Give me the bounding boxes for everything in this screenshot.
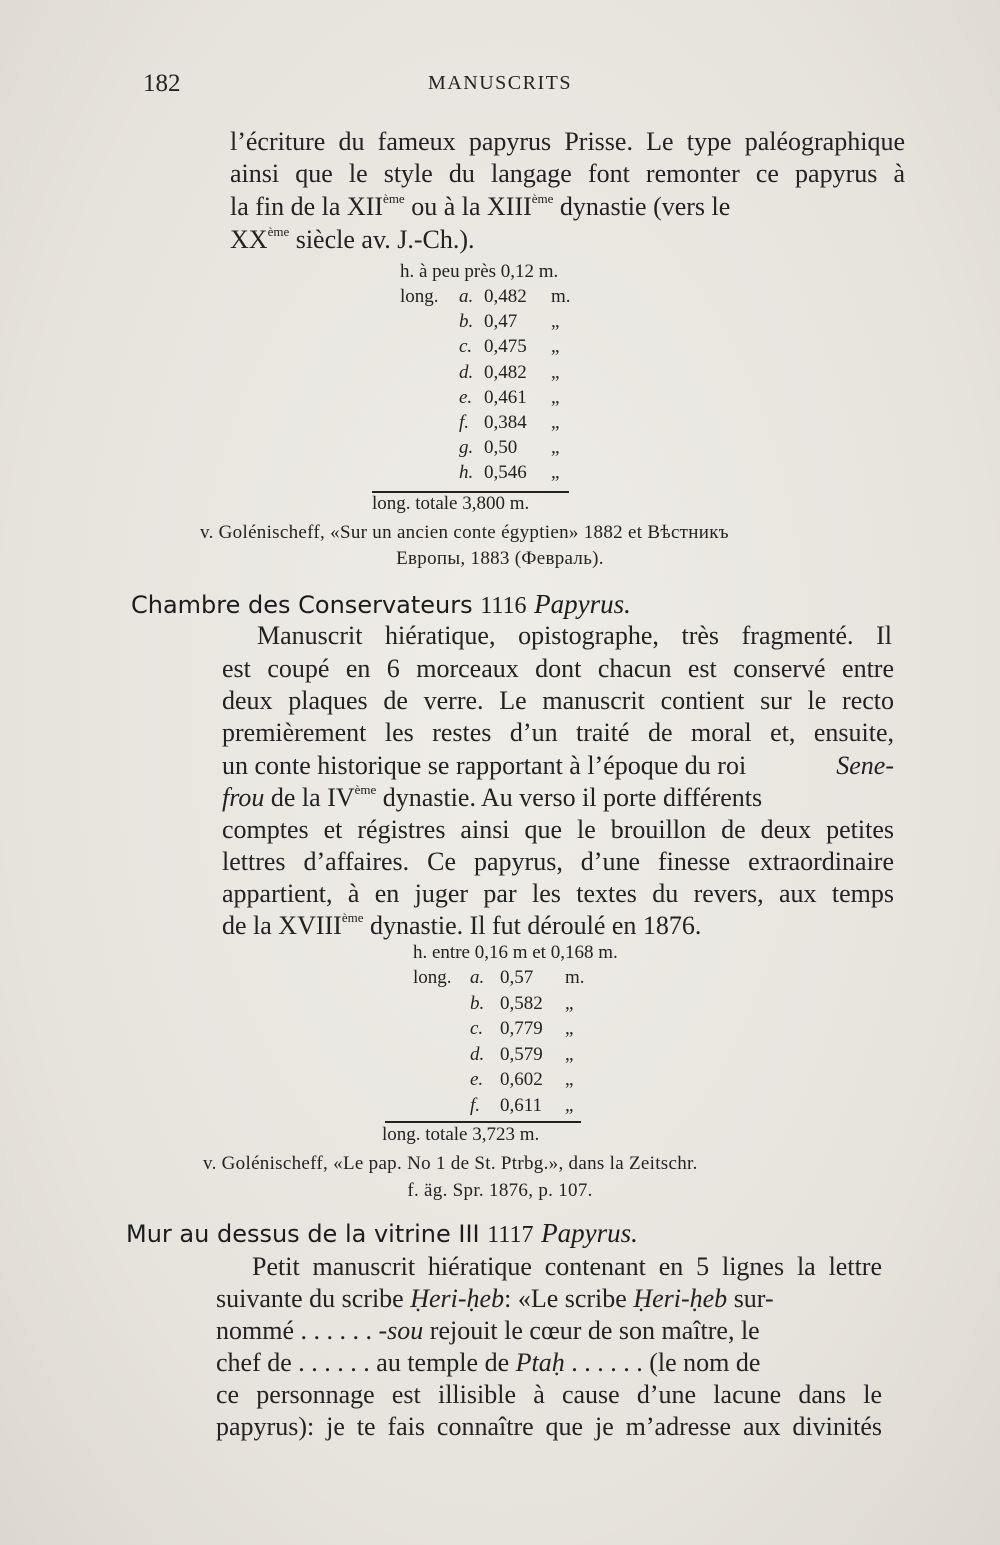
section-1-line-2: est coupé en 6 morceaux dont chacun est conservé entre xyxy=(222,654,894,683)
measure-letter: f. xyxy=(459,412,470,433)
measure-unit: m. xyxy=(565,967,585,988)
measure-letter: c. xyxy=(459,336,473,358)
section-1-line-9: appartient, à en juger par les textes du revers, aux temps xyxy=(222,879,894,908)
section-2-line-1: Petit manuscrit hiératique contenant en 5 lignes la lettre xyxy=(252,1252,882,1281)
measure-unit: „ xyxy=(551,386,560,408)
section-1-line-7: comptes et régistres ainsi que le brouillon de deux petites xyxy=(222,815,894,844)
measure-unit: „ xyxy=(551,462,560,484)
measure-value: 0,384 xyxy=(484,412,527,433)
measure-letter: e. xyxy=(470,1069,484,1091)
section-1-heading xyxy=(131,589,631,621)
measure-unit: „ xyxy=(551,361,560,383)
section-1-line-6: frou de la IVème dynastie. Au verso il porte différents xyxy=(222,782,763,812)
measure-unit: „ xyxy=(551,336,560,358)
measure-unit: „ xyxy=(565,1069,574,1091)
section-2-place: Mur au dessus de la vitrine III xyxy=(126,1220,480,1248)
measure-letter: h. xyxy=(459,462,474,484)
measure-letter: d. xyxy=(470,1043,485,1065)
measures-2-height: h. entre 0,16 m et 0,168 m. xyxy=(413,942,618,963)
measure-value: 0,50 xyxy=(484,437,518,459)
measure-value: 0,482 xyxy=(484,286,527,307)
section-2-line-5: ce personnage est illisible à cause d’une lacune dans le xyxy=(216,1380,882,1409)
measure-value: 0,582 xyxy=(500,992,543,1014)
measure-letter: b. xyxy=(470,992,485,1014)
measure-unit: „ xyxy=(551,311,560,333)
running-header xyxy=(0,70,1000,100)
measures-2-total: long. totale 3,723 m. xyxy=(382,1124,540,1145)
section-1-line-5: un conte historique se rapportant à l’époque du roi Sene- xyxy=(222,751,894,780)
measure-letter: d. xyxy=(459,361,474,383)
page-number: 182 xyxy=(143,70,181,97)
measure-unit: „ xyxy=(565,1095,574,1116)
section-2-heading xyxy=(126,1218,638,1250)
measure-value: 0,579 xyxy=(500,1043,543,1065)
measure-unit: „ xyxy=(551,412,560,433)
measures-1-height: h. à peu près 0,12 m. xyxy=(400,261,559,282)
measure-value: 0,47 xyxy=(484,311,518,333)
measure-value: 0,57 xyxy=(500,967,534,988)
measures-2-long-label: long. xyxy=(413,967,452,988)
measures-1-total: long. totale 3,800 m. xyxy=(372,493,530,514)
section-1-line-8: lettres d’affaires. Ce papyrus, d’une finesse extraordinaire xyxy=(222,847,894,876)
measure-letter: g. xyxy=(459,437,474,459)
measure-letter: a. xyxy=(470,967,485,988)
measure-letter: e. xyxy=(459,386,473,408)
measure-value: 0,611 xyxy=(500,1095,543,1116)
section-2-line-3: nommé . . . . . . -sou rejouit le cœur de son maître, le xyxy=(216,1316,760,1345)
measure-unit: „ xyxy=(565,1018,574,1040)
measures-1-long-label: long. xyxy=(400,286,439,307)
measure-value: 0,475 xyxy=(484,336,527,358)
reference-2-line-1: v. Golénischeff, «Le pap. No 1 de St. Ptrbg.», dans la Zeitschr. xyxy=(203,1153,698,1174)
running-title: MANUSCRITS xyxy=(428,72,572,94)
section-2-line-2: suivante du scribe Ḥeri-ḥeb: «Le scribe Ḥeri-ḥeb sur- xyxy=(216,1284,774,1313)
section-1-line-4: premièrement les restes d’un traité de moral et, ensuite, xyxy=(222,718,894,747)
section-1-number: 1116 xyxy=(480,593,527,619)
intro-line-2: ainsi que le style du langage font remonter ce papyrus à xyxy=(230,159,905,188)
measure-letter: a. xyxy=(459,286,474,307)
measure-letter: f. xyxy=(470,1095,481,1116)
measure-unit: „ xyxy=(565,1043,574,1065)
section-2-type: Papyrus. xyxy=(541,1218,638,1248)
section-1-line-3: deux plaques de verre. Le manuscrit contient sur le recto xyxy=(222,686,894,715)
measure-value: 0,602 xyxy=(500,1069,543,1091)
measure-value: 0,546 xyxy=(484,462,527,484)
reference-2-line-2: f. äg. Spr. 1876, p. 107. xyxy=(407,1180,593,1201)
intro-line-3-text: la fin de la XIIème ou à la XIIIème dynastie (vers le xyxy=(230,191,731,221)
measure-value: 0,482 xyxy=(484,361,527,383)
section-1-type: Papyrus. xyxy=(534,589,631,619)
reference-1-line-2: Европы, 1883 (Февраль). xyxy=(396,548,604,569)
section-1-line-1: Manuscrit hiératique, opistographe, très fragmenté. Il xyxy=(257,621,892,650)
measure-letter: c. xyxy=(470,1018,484,1040)
section-2-number: 1117 xyxy=(487,1222,534,1248)
measure-unit: „ xyxy=(551,437,560,459)
measure-value: 0,779 xyxy=(500,1018,543,1040)
section-1-line-10: de la XVIIIème dynastie. Il fut déroulé en 1876. xyxy=(222,910,702,940)
section-1-place: Chambre des Conservateurs xyxy=(131,591,473,619)
intro-line-1: l’écriture du fameux papyrus Prisse. Le type paléographique xyxy=(230,127,905,156)
section-2-line-4: chef de . . . . . . au temple de Ptaḥ . . . . . . (le nom de xyxy=(216,1348,761,1377)
intro-line-4: XXème siècle av. J.-Ch.). xyxy=(230,224,475,254)
intro-line-3 xyxy=(230,192,905,222)
measure-value: 0,461 xyxy=(484,386,527,408)
measure-letter: b. xyxy=(459,311,474,333)
section-2-line-6: papyrus): je te fais connaître que je m’adresse aux divinités xyxy=(216,1412,882,1441)
measure-unit: m. xyxy=(551,286,571,307)
measure-unit: „ xyxy=(565,992,574,1014)
reference-1-line-1: v. Golénischeff, «Sur un ancien conte égyptien» 1882 et Вѣстникъ xyxy=(200,522,729,543)
